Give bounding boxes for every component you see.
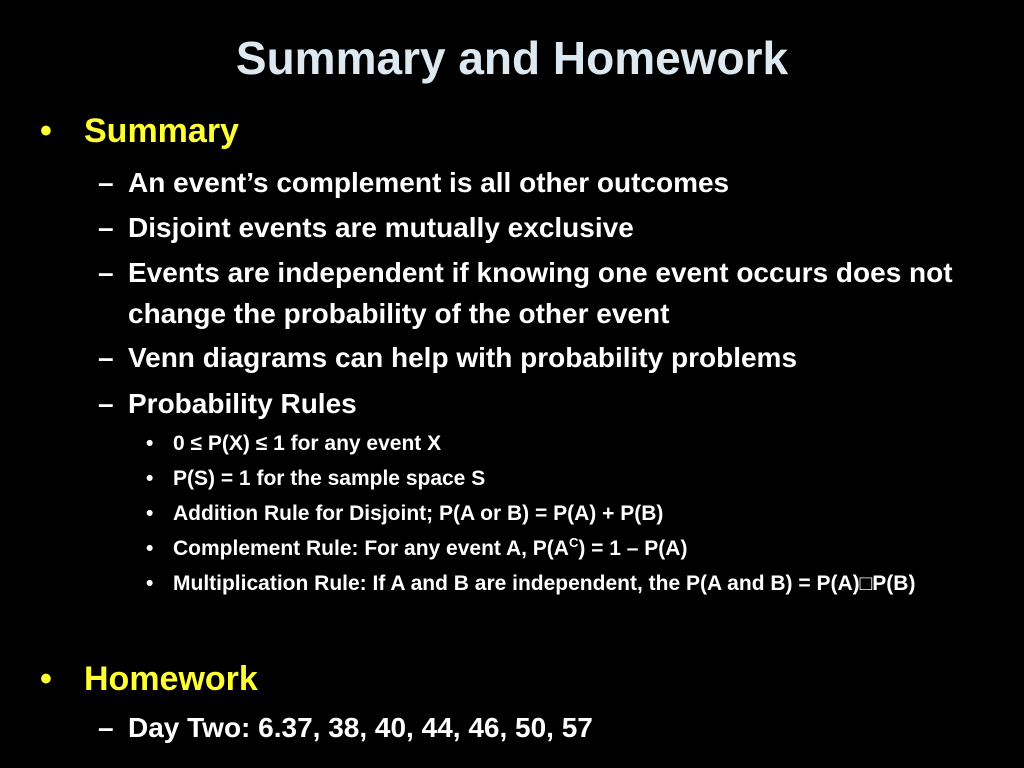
bullet-icon: • — [40, 660, 52, 698]
dash-icon: – — [98, 388, 114, 419]
rule-text — [173, 534, 983, 563]
summary-item-text: An event’s complement is all other outcomes — [128, 167, 730, 198]
rule-text-part: ) = 1 – P(A) — [578, 537, 688, 560]
homework-item-text: Day Two: 6.37, 38, 40, 44, 46, 50, 57 — [128, 712, 593, 743]
sub-bullet-icon: • — [146, 432, 154, 455]
dash-icon: – — [98, 712, 114, 743]
sub-bullet-icon: • — [146, 572, 154, 595]
dash-icon: – — [98, 257, 114, 288]
dash-icon: – — [98, 167, 114, 198]
sub-bullet-icon: • — [146, 467, 154, 490]
complement-superscript: C — [568, 535, 579, 550]
bullet-icon: • — [40, 112, 52, 150]
homework-heading: Homework — [84, 660, 258, 698]
dash-icon: – — [98, 342, 114, 373]
rule-text: Multiplication Rule: If A and B are independent, the P(A and B) = P(A)□P(B) — [173, 572, 916, 595]
summary-item-text: Venn diagrams can help with probability problems — [128, 342, 798, 373]
rule-text: P(S) = 1 for the sample space S — [173, 467, 486, 490]
sub-bullet-icon: • — [146, 502, 154, 525]
summary-heading: Summary — [84, 112, 239, 150]
dash-icon: – — [98, 212, 114, 243]
rule-text-part: Complement Rule: For any event A, P(A — [173, 537, 569, 560]
slide-title: Summary and Homework — [235, 32, 789, 84]
summary-item-text: Disjoint events are mutually exclusive — [128, 212, 634, 243]
rule-text: 0 ≤ P(X) ≤ 1 for any event X — [173, 432, 442, 455]
sub-bullet-icon: • — [146, 537, 154, 560]
rule-text: Addition Rule for Disjoint; P(A or B) = P(A) + P(B) — [173, 502, 664, 525]
summary-item-text: Probability Rules — [128, 388, 357, 419]
summary-item-text: Events are independent if knowing one event occurs does not change the probability of the other event — [128, 257, 953, 329]
